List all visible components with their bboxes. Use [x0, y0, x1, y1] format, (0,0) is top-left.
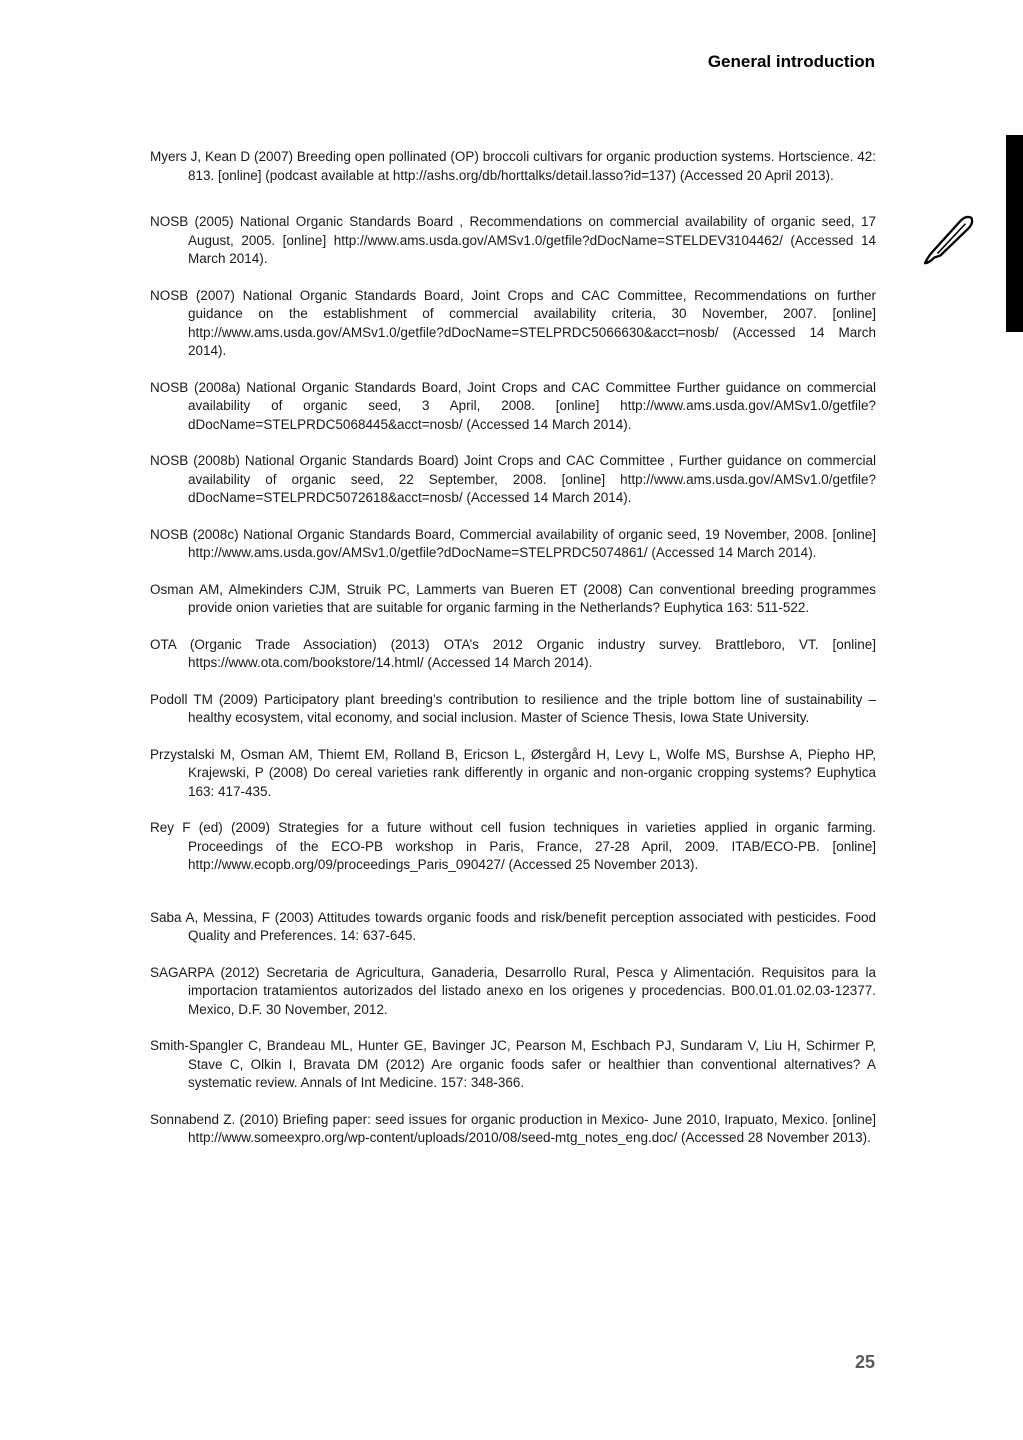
references-list [150, 148, 876, 1166]
reference-entry: OTA (Organic Trade Association) (2013) OTA’s 2012 Organic industry survey. Brattleboro, VT. [online] https://www.ota.com/bookstore/14.html/ (Accessed 14 March 2014). [150, 636, 876, 670]
page-number: 25 [854, 1352, 875, 1372]
reference-entry: SAGARPA (2012) Secretaria de Agricultura, Ganaderia, Desarrollo Rural, Pesca y Alimentación. Requisitos para la importacion tratamientos autorizados del listado anexo en los origenes y procedencias. B00.01.01.02.03-12377. Mexico, D.F. 30 November, 2012. [150, 964, 876, 1017]
reference-entry: Sonnabend Z. (2010) Briefing paper: seed issues for organic production in Mexico- June 2010, Irapuato, Mexico. [online] http://www.someexpro.org/wp-content/uploads/2010/08/seed-mtg_notes_eng.doc/ (Accessed 28 November 2013). [150, 1111, 876, 1145]
reference-entry: NOSB (2005) National Organic Standards Board , Recommendations on commercial availability of organic seed, 17 August, 2005. [online] http://www.ams.usda.gov/AMSv1.0/getfile?dDocName=STELDEV3104462/ (Accessed 14 March 2014). [150, 214, 876, 266]
reference-entry: Rey F (ed) (2009) Strategies for a future without cell fusion techniques in varieties applied in organic farming. Proceedings of the ECO-PB workshop in Paris, France, 27-28 April, 2009. ITAB/ECO-PB. [online] http://www.ecopb.org/09/proceedings_Paris_090427/ (Accessed 25 November 2013). [150, 820, 876, 872]
reference-entry: Osman AM, Almekinders CJM, Struik PC, Lammerts van Bueren ET (2008) Can conventional breeding programmes provide onion varieties that are suitable for organic farming in the Netherlands? Euphytica 163: 511-522. [150, 581, 876, 615]
reference-entry: Podoll TM (2009) Participatory plant breeding’s contribution to resilience and the triple bottom line of sustainability – healthy ecosystem, vital economy, and social inclusion. Master of Science Thesis, Iowa State University. [150, 691, 876, 725]
pen-icon [922, 212, 980, 270]
running-header [150, 52, 875, 72]
reference-entry: Saba A, Messina, F (2003) Attitudes towards organic foods and risk/benefit perception associated with pesticides. Food Quality and Preferences. 14: 637-645. [150, 909, 876, 943]
reference-entry: Smith-Spangler C, Brandeau ML, Hunter GE, Bavinger JC, Pearson M, Eschbach PJ, Sundaram V, Liu H, Schirmer P, Stave C, Olkin I, Bravata DM (2012) Are organic foods safer or healthier than conventional alternatives? A systematic review. Annals of Int Medicine. 157: 348-366. [150, 1038, 876, 1090]
reference-entry: NOSB (2008a) National Organic Standards Board, Joint Crops and CAC Committee Further guidance on commercial availability of organic seed, 3 April, 2008. [online] http://www.ams.usda.gov/AMSv1.0/getfile?dDocName=STELPRDC5068445&acct=nosb/ (Accessed 14 March 2014). [150, 379, 876, 432]
reference-entry: Myers J, Kean D (2007) Breeding open pollinated (OP) broccoli cultivars for organic production systems. Hortscience. 42: 813. [online] (podcast available at http://ashs.org/db/horttalks/detail.lasso?id=137) (Accessed 20 April 2013). [150, 149, 876, 183]
reference-entry: NOSB (2008c) National Organic Standards Board, Commercial availability of organic seed, 19 November, 2008. [online] http://www.ams.usda.gov/AMSv1.0/getfile?dDocName=STELPRDC5074861/ (Accessed 14 March 2014). [150, 526, 876, 560]
chapter-tab[interactable] [1006, 135, 1023, 332]
reference-entry: Przystalski M, Osman AM, Thiemt EM, Rolland B, Ericson L, Østergård H, Levy L, Wolfe MS, Burshse A, Piepho HP, Krajewski, P (2008) Do cereal varieties rank differently in organic and non-organic cropping systems? Euphytica 163: 417-435. [150, 746, 876, 799]
reference-entry: NOSB (2007) National Organic Standards Board, Joint Crops and CAC Committee, Recommendations on further guidance on the establishment of commercial availability criteria, 30 November, 2007. [online] http://www.ams.usda.gov/AMSv1.0/getfile?dDocName=STELPRDC5066630&acct=nosb/ (Accessed 14 March 2014). [150, 287, 876, 358]
reference-entry: NOSB (2008b) National Organic Standards Board) Joint Crops and CAC Committee , Further guidance on commercial availability of organic seed, 22 September, 2008. [online] http://www.ams.usda.gov/AMSv1.0/getfile?dDocName=STELPRDC5072618&acct=nosb/ (Accessed 14 March 2014). [150, 453, 876, 505]
page-title: General introduction [707, 52, 875, 71]
